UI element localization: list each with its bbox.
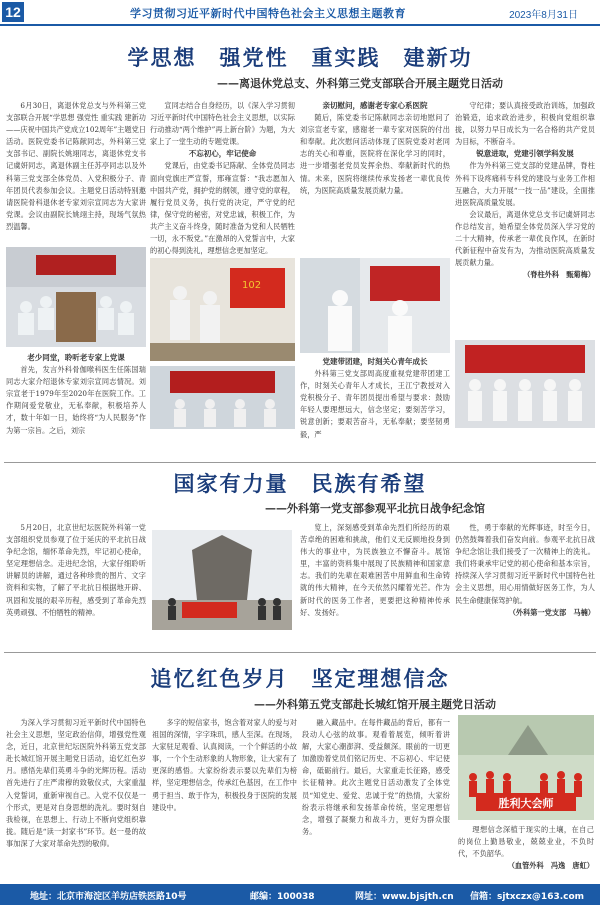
footer-postcode: 邮编：100038 xyxy=(250,892,315,902)
article2-col1 xyxy=(6,522,146,640)
section-heading: 党建带团建，时刻关心青年成长 xyxy=(322,357,428,366)
newspaper-section-title: 学习贯彻习近平新时代中国特色社会主义思想主题教育 xyxy=(130,7,406,20)
article1-subtitle: ——离退休党总支、外科第三党支部联合开展主题党日活动 xyxy=(217,77,503,90)
article1-col1-lower xyxy=(6,352,146,462)
article1-paragraph: 随后，陈党委书记陈献同志亲切地慰问了刘宗宣老专家，感谢老一辈专家对医院的付出和奉献。此次慰问活动体现了医院党委对老同志的关心和尊重，医院将在深化学习的同时，进一步增强老党员发挥余热、奉献新时代的热情。未来，医院将继续传承发扬老一辈优良传统，为医院高质量发展贡献力量。 xyxy=(300,113,450,195)
article1-paragraph: 守纪律；要认真接受政治训练，加强政治锻造，追求政治进步，积极向党组织靠拢，以努力早日成长为一名合格的共产党员为目标，不断奋斗。 xyxy=(455,101,595,147)
article2-paragraph: 性，勇于奉献的光辉事迹，时至今日，仍然鼓舞着我们奋发向前。参观平北抗日战争纪念馆让我们接受了一次精神上的洗礼。我们将秉承牢记党的初心使命和基本宗旨，持续深入学习贯彻习近平新时代中国特色社会主义思想，用心用情做好医务工作，为人民生命健康保驾护航。 xyxy=(455,523,595,605)
memorial-photo xyxy=(152,530,292,630)
article-divider xyxy=(4,652,596,653)
article1-col3 xyxy=(300,100,450,255)
header-rule xyxy=(0,24,600,26)
article1-paragraph: 党课后，由党委书记陈献、全体党员同志面向党旗庄严宣誓，邢雍宣誓：“我志愿加入中国共产党，拥护党的纲领，遵守党的章程，履行党员义务，执行党的决定，严守党的纪律，保守党的秘密，对党忠诚，积极工作，为共产主义奋斗终身，随时准备为党和人民牺牲一切，永不叛党。”在激昂的入党誓言中，大家的初心得到洗礼，理想信念更加坚定。 xyxy=(150,161,295,255)
footer-email[interactable]: 信箱：sjtxczx@163.com xyxy=(470,892,585,902)
article3-col4 xyxy=(458,824,594,880)
article1-paragraph: 首先，发言外科骨伽喉科医生任陈国瑞同志大家介绍退休专家刘宗宣同志情况。刘宗宣老于1979年至2020年在医院工作。工作期间爱党敬业，无私奉献，积极培养人才，数十年如一日，始终将“为人民服务”作为第一宗旨。之后，刘宗 xyxy=(6,365,146,435)
page-footer xyxy=(0,884,600,905)
article1-paragraph: 会议最后，离退休党总支书记虞妍同志作总结发言，她希望全体党员深入学习党的二十大精神，传承老一辈优良作风，在新时代新征程中奋发有为，为推动医院高质量发展贡献力量。 xyxy=(455,209,595,268)
article3-headline: 追忆红色岁月 坚定理想信念 xyxy=(150,667,450,691)
section-heading: 锐意进取，党建引领学科发展 xyxy=(476,149,574,159)
article1-col3-lower xyxy=(300,356,450,460)
article1-paragraph: 6月30日，离退休党总支与外科第三党支部联合开展“学思想 强党性 重实践 建新功——庆祝中国共产党成立102周年”主题党日活动。医院党委书记陈献同志，外科第三党支部书记、副院长姚翊同志，离退休党支书记虞妍同志，离退休副主任苏亭同志以及外科第三党支部全体党员、入党积极分子、青年团员代表参加会议。主题党日活动特别邀请医院骨科退休老专家刘宗宣同志为大家讲党课。会议由副院长姚翊主持，现场气氛热烈温馨。 xyxy=(6,101,146,231)
article2-paragraph: 5月20日，北京世纪坛医院外科第一党支部组织党员参观了位于延庆的平北抗日战争纪念馆，缅怀革命先烈，牢记初心使命，坚定理想信念。走进纪念馆，大家仔细聆听讲解员的讲解，通过各种珍贵的图片、文字资料和实物，了解了平北抗日根据地开辟、巩固和发展的艰辛历程，感受到了革命先烈英勇顽强、不怕牺牲的精神。 xyxy=(6,523,146,617)
oath-photo xyxy=(150,258,295,361)
article1-paragraph: 宣同志结合自身经历，以《深入学习贯彻习近平新时代中国特色社会主义思想，以实际行动推动“两个维护”再上新台阶》为题，为大家上了一堂生动的专题党课。 xyxy=(150,101,295,147)
byline: （外科第一党支部 马楠） xyxy=(508,607,595,617)
visit-elder-image xyxy=(300,258,450,353)
oath-ceremony-image xyxy=(150,258,295,361)
visit-photo xyxy=(300,258,450,353)
article3-paragraph: 为深入学习贯彻习近平新时代中国特色社会主义思想，坚定政治信仰，增强党性观念，近日，北京世纪坛医院外科第五党支部赴长城红馆开展主题党日活动，追忆红色岁月。感悟先辈们英勇斗争的光辉历程。活动首先进行了庄严肃穆的致敬仪式，大家重温入党誓词，重新审视自己。入党不仅仅是一个形式，更是对自身思想的洗礼。要时刻自我检视，在思想上、行动上不断向党组织靠拢。随后是“读一封家书”环节。赵一曼的故事加深了大家对革命先烈的敬仰。 xyxy=(6,718,146,848)
group-photo xyxy=(455,340,595,428)
article3-paragraph: 理想信念深植于现实的土壤，在自己的岗位上勤恳敬业，兢兢业业，不负时代，不负韶华。 xyxy=(458,825,594,859)
group-image xyxy=(455,340,595,428)
article1-col2 xyxy=(150,100,295,255)
banner-group-photo xyxy=(458,715,594,820)
article2-col2 xyxy=(300,522,450,640)
byline: （血管外科 冯逸 唐虹） xyxy=(507,861,594,871)
footer-website[interactable]: 网址：www.bjsjth.cn xyxy=(355,892,454,902)
article3-paragraph: 融入藏品中。在每件藏品的背后，都有一段动人心弦的故事。观看着展览，倾听着讲解，大家心潮澎湃、受益颇深。眼前的一切更加激励着党员们铭记历史、不忘初心、牢记使命，砥砺前行。最后，大家重走长征路，感受长征精神。此次主题党日活动激发了全体党员“知党史、爱党、忠诚于党”的热情，大家纷纷表示将继承和发扬革命传统，坚定理想信念，增强了凝聚力和战斗力，更好为群众服务。 xyxy=(302,718,450,836)
article2-subtitle: ——外科第一党支部参观平北抗日战争纪念馆 xyxy=(265,502,485,515)
page-number: 12 xyxy=(2,2,24,22)
article3-paragraph: 多字的短信家书，饱含着对家人的爱与对祖国的深情，字字珠玑，感人至深。在现场，大家驻足观看、认真阅读，一个个鲜活的小故事，一个个生动形象的人物形象，让大家有了更深的感悟。大家纷纷表示要以先辈们为榜样，坚定理想信念，传承红色基因，在工作中勇于担当、敢于作为，积极投身于医院的发展建设中。 xyxy=(152,718,297,812)
article1-headline: 学思想 强党性 重实践 建新功 xyxy=(127,46,473,70)
page-header xyxy=(0,0,600,26)
issue-date: 2023年8月31日 xyxy=(509,10,578,21)
lecture-image xyxy=(150,366,295,429)
footer-address: 地址：北京市海淀区羊坊店铁医路10号 xyxy=(30,892,187,902)
article3-subtitle: ——外科第五党支部赴长城红馆开展主题党日活动 xyxy=(254,698,496,711)
memorial-statue-image xyxy=(152,530,292,630)
svg-text:102: 102 xyxy=(242,280,262,291)
article3-col1 xyxy=(6,717,146,879)
article-divider xyxy=(4,462,596,463)
article3-col3 xyxy=(302,717,450,879)
byline: （脊柱外科 甄菊梅） xyxy=(523,270,595,280)
section-heading: 老少同堂，聆听老专家上党课 xyxy=(27,353,125,362)
article3-col2 xyxy=(152,717,297,879)
meeting-photo xyxy=(6,247,146,347)
banner-text: 胜利大会师 xyxy=(498,797,554,810)
article2-paragraph: 览上，深刻感受到革命先烈们所经历的艰苦卓绝的困难和挑战，他们义无反顾地投身到伟大的事业中，为民族独立不懈奋斗。展馆里，丰富的资料集中展现了民族精神和国家意志。我们的先辈在艰难困苦中用鲜血和生命铸就的伟大精神，在今天依然闪耀着光芒。作为新时代的医务工作者，更要把这种精神传承好、发扬好。 xyxy=(300,523,450,617)
section-heading: 不忘初心，牢记使命 xyxy=(188,149,257,159)
section-heading: 亲切慰问，感谢老专家心系医院 xyxy=(322,101,428,110)
article1-paragraph: 外科第三党支部周高度重视党建带团建工作，时刻关心青年人才成长，王江宁教授对入党积极分子、青年团员提出希望与要求：鼓励年轻人要理想远大，信念坚定；要刻苦学习，锐意创新；要艰苦奋斗，无私奉献；要坚韧勇毅，严 xyxy=(300,369,450,439)
lecture-photo xyxy=(150,366,295,429)
article1-col1 xyxy=(6,100,146,245)
article2-col3 xyxy=(455,522,595,640)
article1-paragraph: 作为外科第三党支部的党建品牌，脊柱外科下设疼痛科专科党的建设与业务工作相互融合，大力开展“一技一品”建设，全面推进医院高质量发展。 xyxy=(455,161,595,207)
meeting-room-image xyxy=(6,247,146,347)
article2-headline: 国家有力量 民族有希望 xyxy=(173,472,427,496)
article1-col4 xyxy=(455,100,595,335)
